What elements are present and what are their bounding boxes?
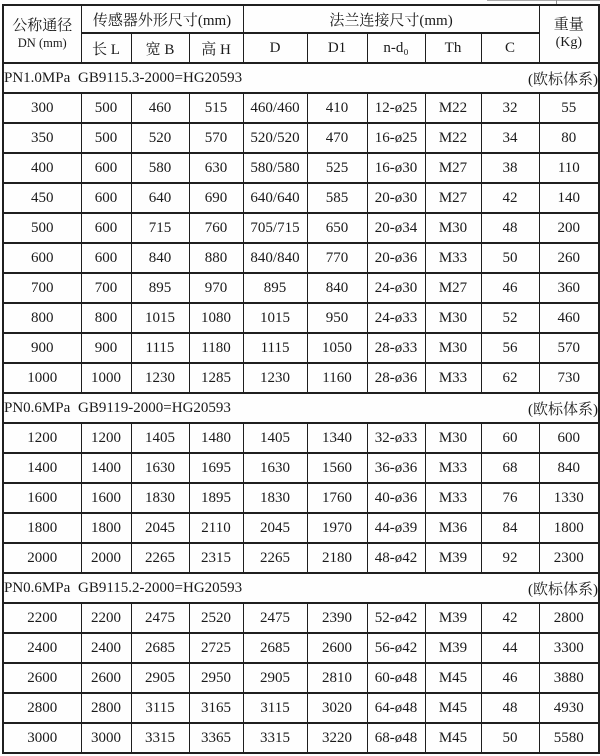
table-row [3, 303, 599, 333]
cell-n-d0: 64-ø48 [367, 693, 425, 723]
cell-n-d0: 12-ø25 [367, 93, 425, 123]
cell-n-d0: 32-ø33 [367, 423, 425, 453]
cell-n-d0: 68-ø48 [367, 723, 425, 753]
cell-height-h: 1480 [189, 423, 243, 453]
col-header-weight-unit: (Kg) [555, 34, 583, 50]
table-row [3, 513, 599, 543]
table-row [3, 243, 599, 273]
cell-n-d0: 20-ø30 [367, 183, 425, 213]
col-header-weight [539, 5, 599, 63]
cell-n-d0: 56-ø42 [367, 633, 425, 663]
cell-n-d0: 16-ø25 [367, 123, 425, 153]
table-row [3, 153, 599, 183]
cell-width-b: 1115 [131, 333, 189, 363]
table-row [3, 363, 599, 393]
cell-th: M27 [425, 183, 481, 213]
col-header-d1: D1 [307, 33, 367, 63]
cell-th: M39 [425, 603, 481, 633]
cell-d1: 410 [307, 93, 367, 123]
section-header-content [4, 578, 598, 599]
table-row [3, 273, 599, 303]
cell-d1: 840 [307, 273, 367, 303]
table-body [3, 63, 599, 753]
cell-c: 56 [481, 333, 539, 363]
cell-d1: 2810 [307, 663, 367, 693]
cell-th: M33 [425, 483, 481, 513]
cell-height-h: 1895 [189, 483, 243, 513]
cell-width-b: 895 [131, 273, 189, 303]
cell-c: 46 [481, 663, 539, 693]
cell-width-b: 460 [131, 93, 189, 123]
cell-weight: 570 [539, 333, 599, 363]
cell-d1: 770 [307, 243, 367, 273]
cell-width-b: 3315 [131, 723, 189, 753]
cell-weight: 3880 [539, 663, 599, 693]
cell-height-h: 1695 [189, 453, 243, 483]
cell-length-l: 1800 [81, 513, 131, 543]
cell-width-b: 1230 [131, 363, 189, 393]
cell-n-d0: 48-ø42 [367, 543, 425, 573]
cell-c: 68 [481, 453, 539, 483]
cell-length-l: 2200 [81, 603, 131, 633]
section-header-cell [3, 573, 599, 603]
cell-dn: 2800 [3, 693, 81, 723]
cell-weight: 110 [539, 153, 599, 183]
cell-weight: 4930 [539, 693, 599, 723]
cell-weight: 2300 [539, 543, 599, 573]
cell-length-l: 800 [81, 303, 131, 333]
standard-code-label: GB9115.2-2000=HG20593 [78, 579, 243, 596]
cell-c: 44 [481, 633, 539, 663]
cell-d1: 2600 [307, 633, 367, 663]
cell-width-b: 580 [131, 153, 189, 183]
cell-c: 34 [481, 123, 539, 153]
cell-width-b: 840 [131, 243, 189, 273]
cell-height-h: 2725 [189, 633, 243, 663]
cell-dn: 1000 [3, 363, 81, 393]
cell-weight: 840 [539, 453, 599, 483]
table-row [3, 333, 599, 363]
cell-height-h: 2950 [189, 663, 243, 693]
cell-weight: 730 [539, 363, 599, 393]
cell-dn: 1600 [3, 483, 81, 513]
cell-length-l: 1600 [81, 483, 131, 513]
cell-th: M33 [425, 453, 481, 483]
dimension-spec-table [2, 4, 600, 754]
cell-th: M45 [425, 693, 481, 723]
cell-th: M27 [425, 273, 481, 303]
cell-d1: 2180 [307, 543, 367, 573]
cell-c: 50 [481, 243, 539, 273]
cell-width-b: 715 [131, 213, 189, 243]
table-row [3, 483, 599, 513]
cell-d: 580/580 [243, 153, 307, 183]
cell-height-h: 880 [189, 243, 243, 273]
cell-length-l: 500 [81, 123, 131, 153]
cell-width-b: 1405 [131, 423, 189, 453]
cell-d: 1830 [243, 483, 307, 513]
cell-height-h: 2520 [189, 603, 243, 633]
cell-dn: 1200 [3, 423, 81, 453]
cell-c: 38 [481, 153, 539, 183]
cell-d: 2265 [243, 543, 307, 573]
cell-d: 2905 [243, 663, 307, 693]
cell-length-l: 2600 [81, 663, 131, 693]
section-header-row [3, 63, 599, 93]
cell-d: 1230 [243, 363, 307, 393]
cell-dn: 700 [3, 273, 81, 303]
cell-d1: 470 [307, 123, 367, 153]
cell-weight: 55 [539, 93, 599, 123]
cell-n-d0: 60-ø48 [367, 663, 425, 693]
cell-d: 3115 [243, 693, 307, 723]
section-header-cell [3, 63, 599, 93]
header-row-groups [3, 5, 599, 33]
table-row [3, 183, 599, 213]
cell-c: 92 [481, 543, 539, 573]
cell-d: 460/460 [243, 93, 307, 123]
cell-width-b: 2045 [131, 513, 189, 543]
pressure-rating-label: PN0.6MPa [4, 399, 71, 416]
cell-d: 895 [243, 273, 307, 303]
cell-length-l: 2800 [81, 693, 131, 723]
standard-system-note: (欧标体系) [528, 581, 599, 598]
cell-dn: 2400 [3, 633, 81, 663]
cell-c: 48 [481, 693, 539, 723]
cell-weight: 1800 [539, 513, 599, 543]
cell-weight: 2800 [539, 603, 599, 633]
cell-c: 60 [481, 423, 539, 453]
cell-height-h: 1285 [189, 363, 243, 393]
cell-c: 42 [481, 603, 539, 633]
cell-width-b: 2905 [131, 663, 189, 693]
cell-length-l: 700 [81, 273, 131, 303]
cell-n-d0: 28-ø33 [367, 333, 425, 363]
cell-weight: 3300 [539, 633, 599, 663]
cell-length-l: 2000 [81, 543, 131, 573]
cell-weight: 80 [539, 123, 599, 153]
cell-n-d0: 16-ø30 [367, 153, 425, 183]
cell-d1: 1760 [307, 483, 367, 513]
cell-d1: 1050 [307, 333, 367, 363]
cell-d: 520/520 [243, 123, 307, 153]
cell-weight: 140 [539, 183, 599, 213]
col-header-dn [3, 5, 81, 63]
table-row [3, 633, 599, 663]
section-header-content [4, 68, 598, 89]
cell-weight: 360 [539, 273, 599, 303]
cell-dn: 1400 [3, 453, 81, 483]
table-row [3, 453, 599, 483]
cell-d: 640/640 [243, 183, 307, 213]
cell-n-d0: 24-ø30 [367, 273, 425, 303]
cell-c: 48 [481, 213, 539, 243]
cell-d1: 525 [307, 153, 367, 183]
cell-d: 3315 [243, 723, 307, 753]
cell-dn: 450 [3, 183, 81, 213]
cell-length-l: 600 [81, 183, 131, 213]
section-header-row [3, 573, 599, 603]
table-row [3, 213, 599, 243]
cell-n-d0: 20-ø34 [367, 213, 425, 243]
cell-d: 840/840 [243, 243, 307, 273]
cell-dn: 3000 [3, 723, 81, 753]
cell-height-h: 2110 [189, 513, 243, 543]
cell-height-h: 515 [189, 93, 243, 123]
cell-height-h: 760 [189, 213, 243, 243]
cell-width-b: 2475 [131, 603, 189, 633]
cell-d: 1015 [243, 303, 307, 333]
cell-dn: 900 [3, 333, 81, 363]
cell-dn: 2200 [3, 603, 81, 633]
cell-th: M30 [425, 213, 481, 243]
cell-c: 42 [481, 183, 539, 213]
cell-d: 2685 [243, 633, 307, 663]
cell-dn: 400 [3, 153, 81, 183]
cell-d: 705/715 [243, 213, 307, 243]
cell-d: 1405 [243, 423, 307, 453]
cell-length-l: 1200 [81, 423, 131, 453]
cell-height-h: 1080 [189, 303, 243, 333]
cell-th: M39 [425, 543, 481, 573]
pressure-rating-label: PN1.0MPa [4, 69, 71, 86]
cell-d: 2045 [243, 513, 307, 543]
cell-dn: 600 [3, 243, 81, 273]
table-row [3, 723, 599, 753]
table-row [3, 543, 599, 573]
cell-th: M30 [425, 303, 481, 333]
col-header-weight-title: 重量 [553, 17, 584, 34]
cell-dn: 300 [3, 93, 81, 123]
col-header-c: C [481, 33, 539, 63]
cell-c: 50 [481, 723, 539, 753]
cell-n-d0: 52-ø42 [367, 603, 425, 633]
cell-n-d0: 24-ø33 [367, 303, 425, 333]
cell-width-b: 1830 [131, 483, 189, 513]
cell-d1: 1340 [307, 423, 367, 453]
cell-n-d0: 36-ø36 [367, 453, 425, 483]
cell-d1: 3220 [307, 723, 367, 753]
cropped-content-artifact-line [487, 0, 600, 1]
cell-th: M39 [425, 633, 481, 663]
cell-length-l: 1400 [81, 453, 131, 483]
cell-weight: 600 [539, 423, 599, 453]
cell-n-d0: 40-ø36 [367, 483, 425, 513]
cell-d1: 2390 [307, 603, 367, 633]
cell-width-b: 640 [131, 183, 189, 213]
cell-th: M30 [425, 423, 481, 453]
cell-c: 76 [481, 483, 539, 513]
cell-weight: 460 [539, 303, 599, 333]
col-header-th: Th [425, 33, 481, 63]
cell-height-h: 570 [189, 123, 243, 153]
table-row [3, 93, 599, 123]
col-header-dn-unit: DN (mm) [17, 35, 67, 50]
cell-d: 1115 [243, 333, 307, 363]
col-group-flange-dimensions: 法兰连接尺寸(mm) [243, 5, 539, 33]
cell-length-l: 500 [81, 93, 131, 123]
cell-height-h: 3365 [189, 723, 243, 753]
cell-c: 46 [481, 273, 539, 303]
cell-dn: 500 [3, 213, 81, 243]
table-header [3, 5, 599, 63]
cell-weight: 200 [539, 213, 599, 243]
cell-length-l: 600 [81, 243, 131, 273]
cell-th: M36 [425, 513, 481, 543]
cell-width-b: 2685 [131, 633, 189, 663]
standard-code-label: GB9119-2000=HG20593 [78, 399, 231, 416]
cell-height-h: 630 [189, 153, 243, 183]
col-header-height-h: 高 H [189, 33, 243, 63]
cell-length-l: 900 [81, 333, 131, 363]
cell-th: M45 [425, 723, 481, 753]
cell-th: M33 [425, 243, 481, 273]
col-header-n-d0: n-d₀ [367, 33, 425, 63]
cell-width-b: 3115 [131, 693, 189, 723]
table-row [3, 603, 599, 633]
cell-n-d0: 28-ø36 [367, 363, 425, 393]
cell-weight: 260 [539, 243, 599, 273]
cell-d: 2475 [243, 603, 307, 633]
pressure-rating-label: PN0.6MPa [4, 579, 71, 596]
col-header-d: D [243, 33, 307, 63]
cell-height-h: 3165 [189, 693, 243, 723]
cell-th: M22 [425, 123, 481, 153]
cell-length-l: 600 [81, 153, 131, 183]
standard-system-note: (欧标体系) [528, 71, 599, 88]
cell-c: 62 [481, 363, 539, 393]
cell-th: M27 [425, 153, 481, 183]
cell-d: 1630 [243, 453, 307, 483]
cell-th: M22 [425, 93, 481, 123]
cell-dn: 800 [3, 303, 81, 333]
cell-weight: 5580 [539, 723, 599, 753]
col-header-length-l: 长 L [81, 33, 131, 63]
standard-system-note: (欧标体系) [528, 401, 599, 418]
cell-dn: 350 [3, 123, 81, 153]
cell-d1: 585 [307, 183, 367, 213]
cell-width-b: 1015 [131, 303, 189, 333]
cell-dn: 2000 [3, 543, 81, 573]
cell-width-b: 1630 [131, 453, 189, 483]
cell-height-h: 970 [189, 273, 243, 303]
cell-width-b: 520 [131, 123, 189, 153]
cell-th: M33 [425, 363, 481, 393]
cell-d1: 1970 [307, 513, 367, 543]
standard-code-label: GB9115.3-2000=HG20593 [78, 69, 243, 86]
cell-d1: 1560 [307, 453, 367, 483]
cell-c: 52 [481, 303, 539, 333]
cell-d1: 950 [307, 303, 367, 333]
cell-length-l: 3000 [81, 723, 131, 753]
cell-n-d0: 44-ø39 [367, 513, 425, 543]
cell-d1: 1160 [307, 363, 367, 393]
cell-dn: 1800 [3, 513, 81, 543]
col-header-width-b: 宽 B [131, 33, 189, 63]
col-group-sensor-dimensions: 传感器外形尺寸(mm) [81, 5, 243, 33]
cell-length-l: 2400 [81, 633, 131, 663]
cell-d1: 3020 [307, 693, 367, 723]
cell-d1: 650 [307, 213, 367, 243]
table-row [3, 123, 599, 153]
section-header-cell [3, 393, 599, 423]
table-row [3, 693, 599, 723]
section-header-content [4, 398, 598, 419]
col-header-dn-title: 公称通径 [12, 18, 73, 35]
cell-length-l: 1000 [81, 363, 131, 393]
cell-height-h: 2315 [189, 543, 243, 573]
cell-height-h: 1180 [189, 333, 243, 363]
cell-height-h: 690 [189, 183, 243, 213]
cell-length-l: 600 [81, 213, 131, 243]
cell-dn: 2600 [3, 663, 81, 693]
header-row-subcolumns [3, 33, 599, 63]
cell-c: 84 [481, 513, 539, 543]
cell-width-b: 2265 [131, 543, 189, 573]
cell-th: M30 [425, 333, 481, 363]
table-row [3, 663, 599, 693]
cell-n-d0: 20-ø36 [367, 243, 425, 273]
section-header-row [3, 393, 599, 423]
table-row [3, 423, 599, 453]
cell-weight: 1330 [539, 483, 599, 513]
cell-th: M45 [425, 663, 481, 693]
cell-c: 32 [481, 93, 539, 123]
